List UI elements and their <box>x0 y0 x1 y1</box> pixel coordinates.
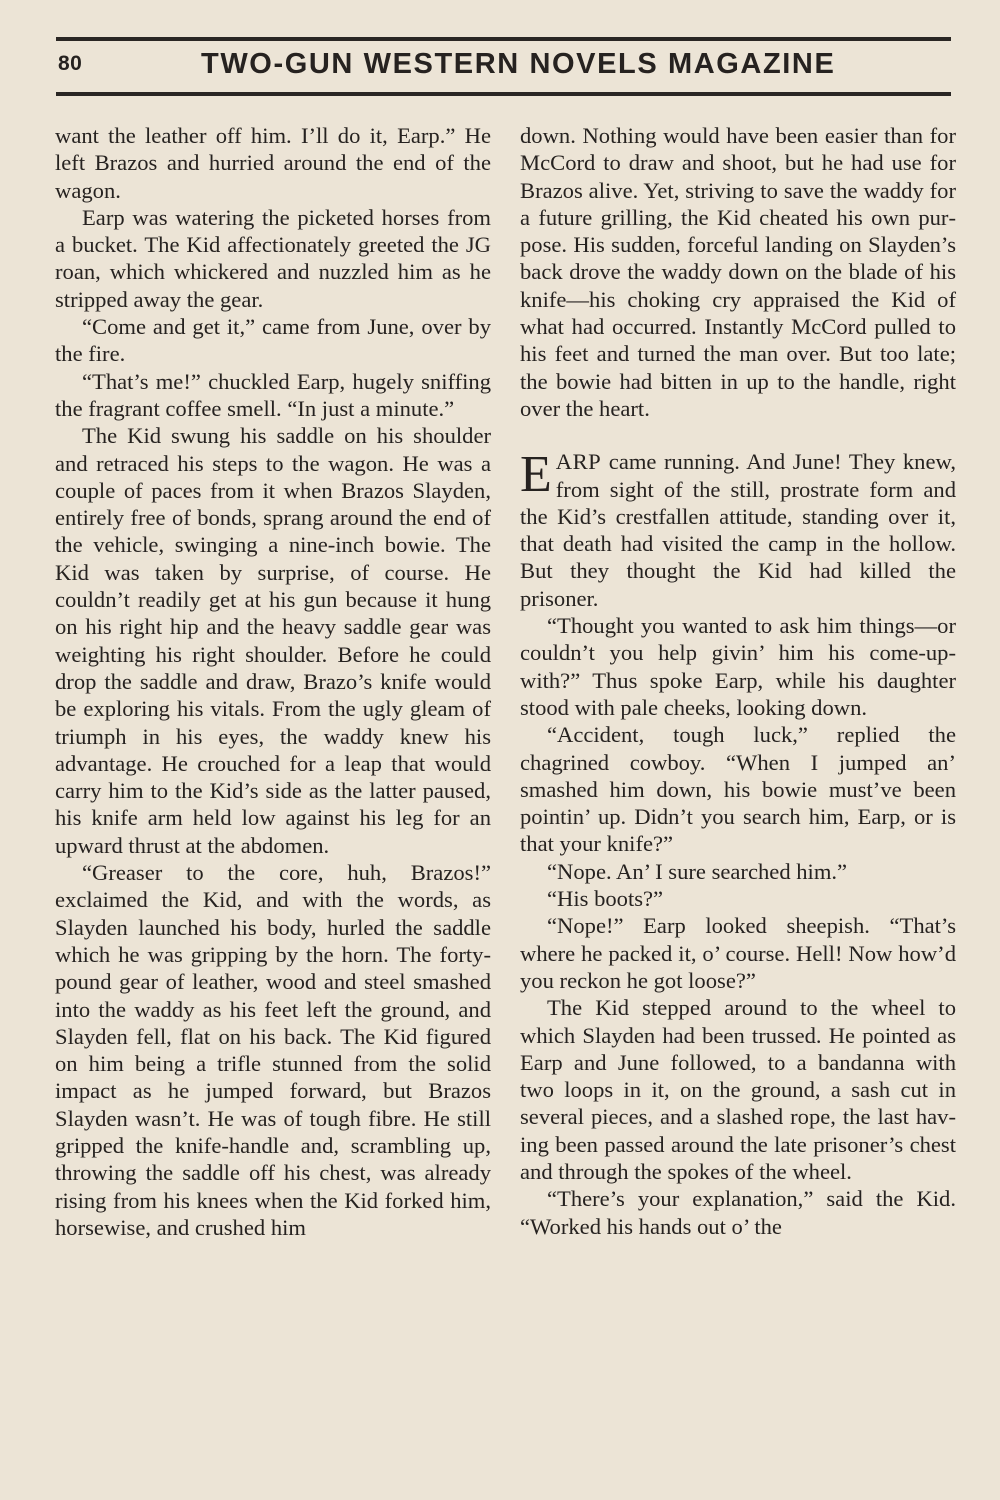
left-column <box>55 122 491 1241</box>
paragraph: “Come and get it,” came from June, over by the fire. <box>55 314 491 367</box>
paragraph: “Nope!” Earp looked sheepish. “That’s where he packed it, o’ course. Hell! Now how’d you reckon he got loose?” <box>520 913 956 993</box>
section-opening-paragraph <box>520 448 956 612</box>
paragraph: “His boots?” <box>547 886 664 912</box>
paragraph: The Kid stepped around to the wheel to which Slayden had been trussed. He pointed as Earp and June followed, to a bandanna with two loops in it, on the ground, a sash cut in several pieces, and a slashed rope, the last having been passed around the late prisoner’s chest and through the spokes of the wheel. <box>520 995 956 1184</box>
paragraph: The Kid swung his saddle on his shoulder and retraced his steps to the wagon. He was a couple of paces from it when Brazos Slayden, entirely free of bonds, sprang around the end of the vehicle, swinging a nine-inch bowie. The Kid was taken by surprise, of course. He couldn’t readily get at his gun because it hung on his right hip and the heavy saddle gear was weighting his right shoulder. Before he could drop the saddle and draw, Brazo’s knife would be exploring his vitals. From the ugly gleam of triumph in his eyes, the waddy knew his advantage. He crouched for a leap that would carry him to the Kid’s side as the latter paused, his knife arm held low against his leg for an upward thrust at the abdomen. <box>55 423 491 858</box>
small-caps-lead: ARP <box>555 449 602 475</box>
header-top-rule <box>56 37 951 41</box>
page-number: 80 <box>58 52 83 75</box>
drop-cap: E <box>520 446 552 504</box>
paragraph: down. Nothing would have been easier than for McCord to draw and shoot, but he had use for Brazos alive. Yet, striving to save the waddy for a future grilling, the Kid cheated his own purpose. His sudden, forceful landing on Slayden’s back drove the waddy down on the blade of his knife—his choking cry appraised the Kid of what had occurred. Instantly McCord pulled to his feet and turned the man over. But too late; the bowie had bitten in up to the handle, right over the heart. <box>520 123 956 421</box>
paragraph: want the leather off him. I’ll do it, Earp.” He left Brazos and hurried around the end of the wagon. <box>55 123 491 203</box>
paragraph: “Accident, tough luck,” replied the chagrined cowboy. “When I jumped an’ smashed him down, his bowie must’ve been pointin’ up. Didn’t you search him, Earp, or is that your knife?” <box>520 722 956 857</box>
magazine-title: TWO-GUN WESTERN NOVELS MAGAZINE <box>201 48 836 80</box>
header-bottom-rule <box>56 92 951 96</box>
paragraph: “Nope. An’ I sure searched him.” <box>547 858 848 884</box>
section-opening-text: came running. And June! They knew, from sight of the still, prostrate form and the Kid’s crestfallen attitude, standing over it, that death had visited the camp in the hollow. But they thought the Kid had killed the prisoner. <box>520 449 956 611</box>
paragraph: “Thought you wanted to ask him things—or couldn’t you help givin’ him his come-up-with?” Thus spoke Earp, while his daughter stood with pale cheeks, looking down. <box>520 613 956 720</box>
paragraph: Earp was watering the picketed horses from a bucket. The Kid affectionately greeted the JG roan, which whickered and nuzzled him as he stripped away the gear. <box>55 204 491 312</box>
paragraph: “Greaser to the core, huh, Brazos!” exclaimed the Kid, and with the words, as Slayden launched his body, hurled the saddle which he was gripping by the horn. The forty-pound gear of leather, wood and steel smashed into the waddy as his feet left the ground, and Slayden fell, flat on his back. The Kid figured on him being a trifle stunned from the solid impact as he jumped forward, but Brazos Slayden wasn’t. He was of tough fibre. He still gripped the knife-handle and, scrambling up, throwing the saddle off his chest, was already rising from his knees when the Kid forked him, horsewise, and crushed him <box>55 860 491 1240</box>
paragraph: “There’s your explanation,” said the Kid. “Worked his hands out o’ the <box>520 1186 956 1239</box>
paragraph: “That’s me!” chuckled Earp, hugely sniffing the fragrant coffee smell. “In just a minute.” <box>55 368 491 421</box>
right-column <box>520 122 956 1240</box>
